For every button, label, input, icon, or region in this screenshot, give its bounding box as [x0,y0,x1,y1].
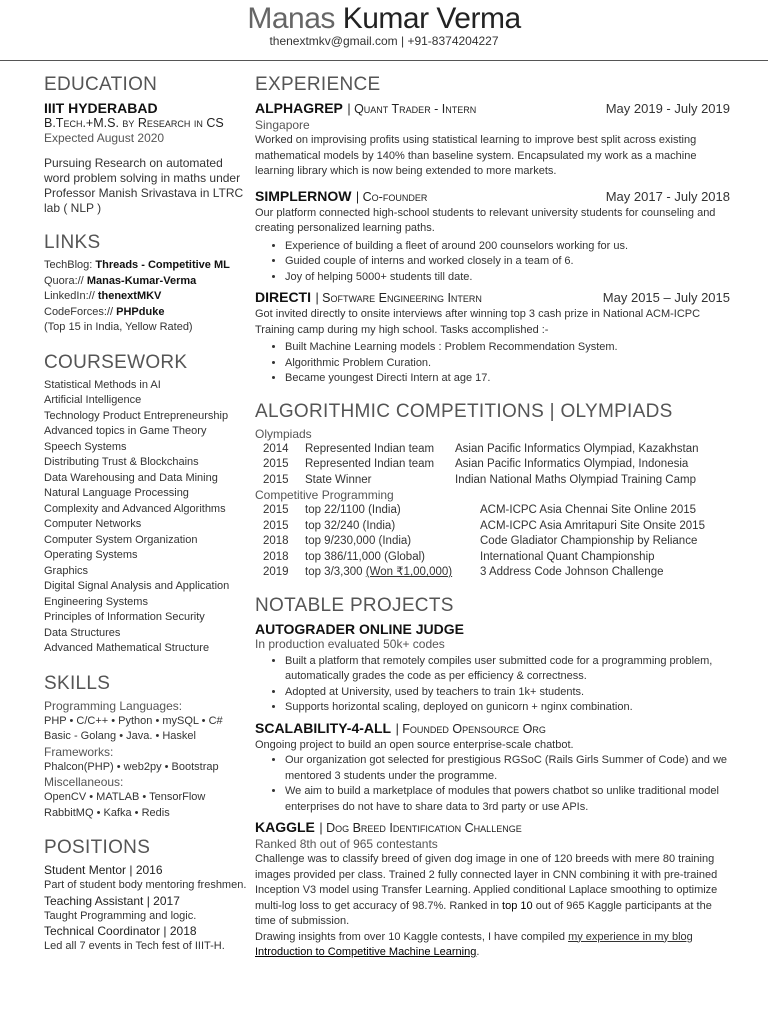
bullet-item: • Joy of helping 5000+ students till date. [285,270,730,286]
course-item: Digital Signal Analysis and Application [44,580,230,592]
project-bullets [255,753,730,815]
codeforces-note: (Top 15 in India, Yellow Rated) [44,321,193,333]
job-desc: Worked on improvising profits using statistical learning to improve best split across existing mathematical models by 140% than baseline system. Encapsulated my work as a machine learning library which is now being extended to more markets. [255,134,697,177]
right-column [255,74,730,961]
bullet-item: • Supports horizontal scaling, deployed on gunicorn + nginx combination. [285,700,730,716]
bullet-item: • Experience of building a fleet of around 200 counselors working for us. [285,239,730,255]
course-item: Advanced topics in Game Theory [44,425,207,437]
bullet-item: • Our organization got selected for prestigious RGSoC (Rails Girls Summer of Code) and we mentored 3 students under the programme. [285,753,730,784]
bullet-item: • Built a platform that remotely compiles user submitted code for a programming problem, automatically grades the code as per efficiency & correctness. [285,654,730,685]
position-desc: Taught Programming and logic. [44,909,197,922]
job-bullets [255,239,730,286]
project-autograder [255,621,730,716]
job-alphagrep [255,100,730,180]
course-item: Natural Language Processing [44,487,189,499]
experience-section [255,74,730,387]
course-item: Speech Systems [44,440,127,453]
experience-link[interactable]: my experience in my blog [568,930,693,943]
position-desc: Part of student body mentoring freshmen. [44,879,247,891]
course-item: Engineering Systems [44,595,148,608]
course-item: Computer System Organization [44,533,198,546]
job-date: May 2019 - July 2019 [605,101,730,116]
competitions-section [255,401,730,581]
frameworks-label: Frameworks: [44,744,114,759]
cp-row: 2019 top 3/3,300 (Won ₹1,00,000) 3 Address Code Johnson Challenge [263,566,664,578]
link-linkedin[interactable]: LinkedIn:// thenextMKV [44,290,162,302]
expected-date: Expected August 2020 [44,131,165,145]
top10-highlight: top 10 [502,899,533,912]
job-role: | Quant Trader - Intern [347,102,477,116]
left-column [44,74,250,963]
job-desc: Our platform connected high-school students to relevant university students for counseling and creating personalized learning paths. [255,206,716,234]
course-item: Artificial Intelligence [44,394,142,406]
project-subtitle: Ranked 8th out of 965 contestants [255,837,438,851]
course-item: Data Warehousing and Data Mining [44,471,218,484]
project-role: | Founded Opensource Org [395,721,546,736]
misc-label: Miscellaneous: [44,775,124,789]
job-bullets [255,340,730,387]
course-item: Distributing Trust & Blockchains [44,456,199,468]
misc-line-2: RabbitMQ • Kafka • Redis [44,806,170,819]
prog-line-1: PHP • C/C++ • Python • mySQL • C# [44,714,223,727]
cp-row: 2015 top 22/1100 (India) ACM-ICPC Asia Chennai Site Online 2015 [263,504,697,516]
position-desc: Led all 7 events in Tech fest of IIIT-H. [44,940,225,952]
course-item: Complexity and Advanced Algorithms [44,502,226,515]
degree: B.Tech.+M.S. by Research in CS [44,116,224,130]
bullet-item: • Built Machine Learning models : Problem Recommendation System. [285,340,730,356]
cp-row: 2018 top 9/230,000 (India) Code Gladiator Championship by Reliance [263,535,698,547]
project-scalability [255,720,730,816]
job-role: | Co-founder [355,189,428,204]
resume-header [0,0,768,61]
job-role: | Software Engineering Intern [315,291,482,305]
course-item: Data Structures [44,626,121,639]
research-text: Pursuing Research on automated word problem solving in maths under Professor Manish Srivastava in LTRC lab ( NLP ) [44,156,244,215]
job-simplernow [255,188,730,286]
bullet-item: • Algorithmic Problem Curation. [285,356,730,372]
olympiad-row: 2014 Represented Indian team Asian Pacific Informatics Olympiad, Kazakhstan [263,442,699,455]
link-techblog[interactable]: TechBlog: Threads - Competitive ML [44,259,230,271]
course-item: Computer Networks [44,518,142,530]
skills-title: SKILLS [44,672,111,694]
prog-label: Programming Languages: [44,698,183,713]
link-quora[interactable]: Quora:// Manas-Kumar-Verma [44,274,197,287]
prog-line-2: Basic - Golang • Java. • Haskel [44,730,196,742]
projects-title: NOTABLE PROJECTS [255,594,454,616]
first-name: Manas [247,2,335,35]
school-name: IIIT HYDERABAD [44,100,158,116]
links-title: LINKS [44,232,101,253]
project-subtitle: In production evaluated 50k+ codes [255,636,445,651]
bullet-item: • Guided couple of interns and worked closely in a team of 6. [285,254,730,270]
contact-info: thenextmkv@gmail.com | +91-8374204227 [269,34,499,48]
experience-title: EXPERIENCE [255,74,381,95]
olympiad-row: 2015 Represented Indian team Asian Pacific Informatics Olympiad, Indonesia [263,458,689,470]
positions-section [44,837,250,955]
skills-section [44,673,250,822]
project-name: SCALABILITY-4-ALL [255,719,392,736]
course-item: Technology Product Entrepreneurship [44,409,229,422]
links-section [44,232,250,336]
project-name: AUTOGRADER ONLINE JUDGE [255,620,464,637]
project-desc: Ongoing project to build an open source enterprise-scale chatbot. [255,738,574,751]
course-item: Advanced Mathematical Structure [44,642,210,654]
company-name: ALPHAGREP [255,100,343,116]
position-role: Student Mentor | 2016 [44,863,163,877]
company-name: DIRECTI [255,289,311,305]
prize-link[interactable]: (Won ₹1,00,000) [365,566,453,578]
bullet-item: • Became youngest Directi Intern at age 17. [285,371,730,387]
company-name: SIMPLERNOW [255,187,352,204]
last-name: Kumar Verma [342,2,521,35]
cp-row: 2018 top 386/11,000 (Global) International Quant Championship [263,550,655,563]
olympiads-label: Olympiads [255,426,312,441]
candidate-name [0,2,768,36]
course-item: Statistical Methods in AI [44,378,161,391]
blog-link[interactable]: Introduction to Competitive Machine Learning [255,946,477,958]
education-title: EDUCATION [44,74,158,95]
job-location: Singapore [255,118,310,132]
bullet-item: • We aim to build a marketplace of modules that powers chatbot so unlike traditional model enterprises do not have to share data to 3rd party or use APIs. [285,784,730,815]
coursework-title: COURSEWORK [44,351,188,373]
cp-row: 2015 top 32/240 (India) ACM-ICPC Asia Amritapuri Site Onsite 2015 [263,519,705,532]
project-desc: Challenge was to classify breed of given dog image in one of 120 breeds with mere 80 training images provided per class. Trained 2 fully connected layer in CNN combining it with pre-trained Inception V3 model using Transfer Learning. Applied conditional Laplace smoothing to optimize multi-log loss to get accuracy of 98.7%. Ranked in top 10 out of 965 Kaggle participants at the time of submission. [255,853,718,927]
job-desc: Got invited directly to onsite interviews after winning top 3 cash prize in National ACM-ICPC Training camp during my high school. Tasks accomplished :- [255,308,701,336]
olympiad-row: 2015 State Winner Indian National Maths Olympiad Training Camp [263,473,696,486]
project-role: | Dog Breed Identification Challenge [319,821,522,835]
projects-section [255,595,730,961]
job-date: May 2017 - July 2018 [605,188,730,204]
education-section [44,74,250,216]
misc-line-1: OpenCV • MATLAB • TensorFlow [44,791,206,803]
course-item: Graphics [44,564,89,577]
course-item: Principles of Information Security [44,611,205,623]
job-directi [255,289,730,387]
bullet-item: • Adopted at University, used by teachers to train 1k+ students. [285,685,730,701]
frameworks-line: Phalcon(PHP) • web2py • Bootstrap [44,760,219,773]
coursework-section [44,352,250,657]
project-bullets [255,654,730,716]
competitions-title: ALGORITHMIC COMPETITIONS | OLYMPIADS [255,400,673,422]
course-item: Operating Systems [44,549,138,561]
position-role: Technical Coordinator | 2018 [44,924,197,938]
blog-line: Drawing insights from over 10 Kaggle contests, I have compiled my experience in my blog Introduction to Competitive Machine Learning. [255,930,693,958]
position-role: Teaching Assistant | 2017 [44,893,180,908]
project-name: KAGGLE [255,819,315,835]
project-kaggle [255,819,730,961]
cp-label: Competitive Programming [255,488,394,502]
link-codeforces[interactable]: CodeForces:// PHPduke [44,305,165,318]
job-date: May 2015 – July 2015 [602,290,730,305]
positions-title: POSITIONS [44,837,151,858]
